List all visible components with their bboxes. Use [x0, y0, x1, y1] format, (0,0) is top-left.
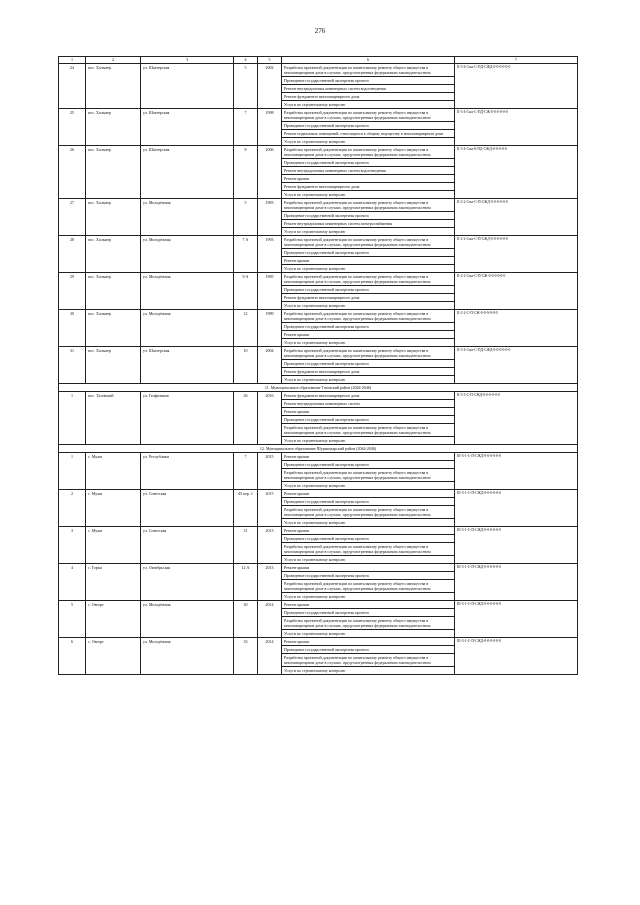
table-row: [59, 109, 578, 146]
work-item: Услуги по строительному контролю: [284, 139, 346, 144]
code-cell: II-3-4-Сых-С-ПД-СЖ-0-0-0-0-0-0: [455, 109, 578, 146]
work-item: Услуги по строительному контролю: [284, 340, 346, 345]
street-cell: ул. Шахтерская: [141, 347, 234, 384]
row-number: 29: [59, 273, 86, 310]
work-item: Разработка проектной документации по капитальному ремонту общего имущества в многоквартирном доме в случаях, предусмотренных федеральным законодательством: [282, 469, 454, 482]
work-item: Услуги по строительному контролю: [284, 594, 346, 599]
year-cell: 2014: [258, 638, 282, 675]
year-cell: 2015: [258, 453, 282, 490]
house-number-cell: 9 А: [234, 273, 258, 310]
street-cell: ул. Молодёжная: [141, 638, 234, 675]
work-item: Разработка проектной документации по капитальному ремонту общего имущества в многоквартирном доме в случаях, предусмотренных федеральным законодательством: [282, 543, 454, 556]
work-item: Ремонт фундамента многоквартирного дома: [282, 183, 454, 191]
table-row: [59, 527, 578, 564]
year-cell: 1983: [258, 199, 282, 236]
code-cell: II-3-3-С-П-СЖД-0-0-0-0-0-0: [455, 392, 578, 445]
settlement-cell: пос. Хальмер: [86, 64, 141, 109]
row-number: 28: [59, 236, 86, 273]
work-item: Услуги по строительному контролю: [284, 631, 346, 636]
work-item: Ремонт крыши: [282, 408, 454, 416]
row-number: 5: [59, 601, 86, 638]
street-cell: ул. Молодёжная: [141, 273, 234, 310]
year-cell: 2014: [258, 601, 282, 638]
work-item: Проведение государственной экспертизы проекта: [282, 286, 454, 294]
code-cell: III-3-1-С-П-СЖД-0-0-0-0-0-0: [455, 564, 578, 601]
row-number: 25: [59, 109, 86, 146]
house-number-cell: 33: [234, 638, 258, 675]
settlement-cell: пос. Тазовский: [86, 392, 141, 445]
house-number-cell: 7 А: [234, 236, 258, 273]
row-number: 6: [59, 638, 86, 675]
table-row: [59, 490, 578, 527]
table-row: [59, 601, 578, 638]
code-cell: III-3-1-С-П-СЖД-0-0-0-0-0-0: [455, 527, 578, 564]
work-item: Проведение государственной экспертизы проекта: [282, 498, 454, 506]
work-item: Разработка проектной документации по капитальному ремонту общего имущества в многоквартирном доме в случаях, предусмотренных федеральным законодательством: [282, 580, 454, 593]
work-item: Услуги по строительному контролю: [284, 520, 346, 525]
settlement-cell: с. Мужи: [86, 527, 141, 564]
work-item: Ремонт фундамента многоквартирного дома: [282, 294, 454, 302]
work-item: Разработка проектной документации по капитальному ремонту общего имущества в многоквартирном доме в случаях, предусмотренных федеральным законодательством: [282, 654, 454, 667]
street-cell: ул. Республики: [141, 453, 234, 490]
settlement-cell: пос. Хальмер: [86, 236, 141, 273]
house-number-cell: 8: [234, 146, 258, 199]
work-item: Проведение государственной экспертизы проекта: [282, 360, 454, 368]
work-item: Проведение государственной экспертизы проекта: [282, 249, 454, 257]
row-number: 30: [59, 310, 86, 347]
works-cell: [282, 347, 455, 384]
works-cell: [282, 273, 455, 310]
street-cell: ул. Шахтерская: [141, 109, 234, 146]
header-cell: 3: [141, 57, 234, 64]
work-item: Разработка проектной документации по капитальному ремонту общего имущества в многоквартирном доме в случаях, предусмотренных федеральным законодательством: [282, 617, 454, 630]
table-row: [59, 64, 578, 109]
settlement-cell: с. Мужи: [86, 453, 141, 490]
work-item: Разработка проектной документации по капитальному ремонту общего имущества в многоквартирном доме в случаях, предусмотренных федеральным законодательством: [282, 146, 454, 159]
code-cell: II-2-2-Сых-С-П-СЖД-0-0-0-0-0-0: [455, 199, 578, 236]
year-cell: 2015: [258, 490, 282, 527]
code-cell: II-2-2-С-П-СЖ-0-0-0-0-0-0: [455, 310, 578, 347]
work-item: Проведение государственной экспертизы проекта: [282, 323, 454, 331]
table-body: [59, 64, 578, 675]
work-item: Проведение государственной экспертизы проекта: [282, 159, 454, 167]
street-cell: ул. Молодёжная: [141, 310, 234, 347]
street-cell: ул. Шахтерская: [141, 146, 234, 199]
header-cell: 7: [455, 57, 578, 64]
table-row: [59, 392, 578, 445]
work-item: Услуги по строительному контролю: [284, 192, 346, 197]
code-cell: III-3-1-С-П-СЖД-0-0-0-0-0-0: [455, 490, 578, 527]
house-number-cell: 7: [234, 109, 258, 146]
table-row: [59, 199, 578, 236]
header-cell: 1: [59, 57, 86, 64]
house-number-cell: 5: [234, 64, 258, 109]
work-item: Ремонт внутридомовых инженерных систем электроснабжения: [282, 220, 454, 228]
street-cell: ул. Октябрьская: [141, 564, 234, 601]
work-item: Ремонт внутридомовых инженерных систем: [282, 400, 454, 408]
settlement-cell: с. Овгорт: [86, 638, 141, 675]
row-number: 2: [59, 490, 86, 527]
work-item: Проведение государственной экспертизы проекта: [282, 212, 454, 220]
works-cell: [282, 490, 455, 527]
code-cell: II-2-2-Сых-С-П-СЖ-0-0-0-0-0-0: [455, 273, 578, 310]
work-item: Услуги по строительному контролю: [284, 557, 346, 562]
year-cell: 2002: [258, 64, 282, 109]
work-item: Проведение государственной экспертизы проекта: [282, 416, 454, 424]
work-item: Услуги по строительному контролю: [284, 668, 346, 673]
work-item: Услуги по строительному контролю: [284, 102, 346, 107]
repair-schedule-table: [58, 56, 578, 675]
code-cell: III-3-1-С-П-СЖД-0-0-0-0-0-0: [455, 453, 578, 490]
row-number: 4: [59, 564, 86, 601]
works-cell: [282, 638, 455, 675]
work-item: Услуги по строительному контролю: [284, 483, 346, 488]
works-cell: [282, 453, 455, 490]
work-item: Услуги по строительному контролю: [284, 303, 346, 308]
code-cell: II-3-4-Сых-С-ПД-СЖД-0-0-0-0-0-0: [455, 347, 578, 384]
work-item: Ремонт фундамента многоквартирного дома: [282, 392, 454, 400]
table-row: [59, 273, 578, 310]
house-number-cell: 7: [234, 453, 258, 490]
street-cell: ул. Советская: [141, 490, 234, 527]
table-row: [59, 564, 578, 601]
work-item: Ремонт фундамента многоквартирного дома: [282, 93, 454, 101]
street-cell: ул. Молодёжная: [141, 199, 234, 236]
settlement-cell: пос. Хальмер: [86, 146, 141, 199]
work-item: Ремонт фундамента многоквартирного дома: [282, 368, 454, 376]
work-item: Проведение государственной экспертизы проекта: [282, 461, 454, 469]
table-row: [59, 310, 578, 347]
row-number: 31: [59, 347, 86, 384]
settlement-cell: пос. Хальмер: [86, 347, 141, 384]
house-number-cell: 12: [234, 310, 258, 347]
work-item: Услуги по строительному контролю: [284, 266, 346, 271]
table-row: [59, 146, 578, 199]
code-cell: II-3-4-Сых-С-ПД-СЖД-0-0-0-0-0-0: [455, 64, 578, 109]
header-cell: 4: [234, 57, 258, 64]
house-number-cell: 10: [234, 347, 258, 384]
works-cell: [282, 109, 455, 146]
work-item: Разработка проектной документации по капитальному ремонту общего имущества в многоквартирном доме в случаях, предусмотренных федеральным законодательством: [282, 424, 454, 437]
street-cell: ул. Геофизиков: [141, 392, 234, 445]
settlement-cell: с. Мужи: [86, 490, 141, 527]
table-row: [59, 638, 578, 675]
header-cell: 5: [258, 57, 282, 64]
year-cell: 1993: [258, 236, 282, 273]
work-item: Разработка проектной документации по капитальному ремонту общего имущества в многоквартирном доме в случаях, предусмотренных федеральным законодательством: [282, 236, 454, 249]
works-cell: [282, 392, 455, 445]
work-item: Ремонт крыши: [282, 175, 454, 183]
row-number: 27: [59, 199, 86, 236]
works-cell: [282, 310, 455, 347]
work-item: Услуги по строительному контролю: [284, 438, 346, 443]
work-item: Разработка проектной документации по капитальному ремонту общего имущества в многоквартирном доме в случаях, предусмотренных федеральным законодательством: [282, 273, 454, 286]
work-item: Ремонт крыши: [282, 638, 454, 646]
work-item: Ремонт крыши: [282, 257, 454, 265]
header-cell: 6: [282, 57, 455, 64]
work-item: Ремонт крыши: [282, 453, 454, 461]
row-number: 24: [59, 64, 86, 109]
street-cell: ул. Молодёжная: [141, 601, 234, 638]
work-item: Разработка проектной документации по капитальному ремонту общего имущества в многоквартирном доме в случаях, предусмотренных федеральным законодательством: [282, 109, 454, 122]
header-row: [59, 57, 578, 64]
section-heading: 11. Муниципальное образование Тазовский район (2044-2046): [59, 384, 578, 392]
work-item: Ремонт внутридомовых инженерных систем водоотведения: [282, 167, 454, 175]
work-item: Проведение государственной экспертизы проекта: [282, 122, 454, 130]
row-number: 1: [59, 392, 86, 445]
house-number-cell: 31: [234, 527, 258, 564]
works-cell: [282, 64, 455, 109]
code-cell: III-3-1-С-П-СЖД-0-0-0-0-0-0: [455, 601, 578, 638]
settlement-cell: пос. Хальмер: [86, 199, 141, 236]
work-item: Ремонт подвальных помещений, относящихся к общему имуществу в многоквартирном доме: [282, 130, 454, 138]
table-row: [59, 236, 578, 273]
year-cell: 2013: [258, 564, 282, 601]
works-cell: [282, 236, 455, 273]
work-item: Ремонт крыши: [282, 331, 454, 339]
street-cell: ул. Шахтерская: [141, 64, 234, 109]
works-cell: [282, 601, 455, 638]
row-number: 26: [59, 146, 86, 199]
work-item: Разработка проектной документации по капитальному ремонту общего имущества в многоквартирном доме в случаях, предусмотренных федеральным законодательством: [282, 347, 454, 360]
settlement-cell: с. Овгорт: [86, 601, 141, 638]
works-cell: [282, 527, 455, 564]
work-item: Разработка проектной документации по капитальному ремонту общего имущества в многоквартирном доме в случаях, предусмотренных федеральным законодательством: [282, 310, 454, 323]
street-cell: ул. Молодёжная: [141, 236, 234, 273]
section-heading: 12. Муниципальное образование Шурышкарский район (2044-2046): [59, 445, 578, 453]
work-item: Проведение государственной экспертизы проекта: [282, 572, 454, 580]
works-cell: [282, 564, 455, 601]
house-number-cell: 30: [234, 601, 258, 638]
works-cell: [282, 146, 455, 199]
work-item: Ремонт крыши: [282, 564, 454, 572]
work-item: Ремонт крыши: [282, 527, 454, 535]
year-cell: 2016: [258, 392, 282, 445]
work-item: Услуги по строительному контролю: [284, 377, 346, 382]
house-number-cell: 12 А: [234, 564, 258, 601]
page-number: 276: [314, 27, 326, 35]
year-cell: 1998: [258, 109, 282, 146]
settlement-cell: с. Горки: [86, 564, 141, 601]
settlement-cell: пос. Хальмер: [86, 310, 141, 347]
house-number-cell: 26: [234, 392, 258, 445]
row-number: 3: [59, 527, 86, 564]
work-item: Проведение государственной экспертизы проекта: [282, 535, 454, 543]
work-item: Проведение государственной экспертизы проекта: [282, 646, 454, 654]
row-number: 1: [59, 453, 86, 490]
header-cell: 2: [86, 57, 141, 64]
code-cell: II-2-2-Сых-С-П-СЖД-0-0-0-0-0-0: [455, 236, 578, 273]
table-row: [59, 453, 578, 490]
work-item: Ремонт крыши: [282, 490, 454, 498]
year-cell: 2006: [258, 146, 282, 199]
work-item: Ремонт крыши: [282, 601, 454, 609]
year-cell: 2013: [258, 527, 282, 564]
work-item: Проведение государственной экспертизы проекта: [282, 609, 454, 617]
work-item: Разработка проектной документации по капитальному ремонту общего имущества в многоквартирном доме в случаях, предусмотренных федеральным законодательством: [282, 506, 454, 519]
work-item: Проведение государственной экспертизы проекта: [282, 77, 454, 85]
work-item: Разработка проектной документации по капитальному ремонту общего имущества в многоквартирном доме в случаях, предусмотренных федеральным законодательством: [282, 64, 454, 77]
year-cell: 1989: [258, 310, 282, 347]
work-item: Услуги по строительному контролю: [284, 229, 346, 234]
code-cell: II-3-4-Сых-0-ПД-СЖД-0-0-0-0-0: [455, 146, 578, 199]
settlement-cell: пос. Хальмер: [86, 109, 141, 146]
house-number-cell: 5: [234, 199, 258, 236]
year-cell: 2004: [258, 347, 282, 384]
settlement-cell: пос. Хальмер: [86, 273, 141, 310]
street-cell: ул. Советская: [141, 527, 234, 564]
works-cell: [282, 199, 455, 236]
table-row: [59, 347, 578, 384]
section-heading-row: [59, 384, 578, 392]
year-cell: 1985: [258, 273, 282, 310]
house-number-cell: 45 кор. 1: [234, 490, 258, 527]
work-item: Ремонт внутридомовых инженерных систем водоотведения: [282, 85, 454, 93]
section-heading-row: [59, 445, 578, 453]
code-cell: III-3-1-С-П-СЖД-0-0-0-0-0-0: [455, 638, 578, 675]
work-item: Разработка проектной документации по капитальному ремонту общего имущества в многоквартирном доме в случаях, предусмотренных федеральным законодательством: [282, 199, 454, 212]
